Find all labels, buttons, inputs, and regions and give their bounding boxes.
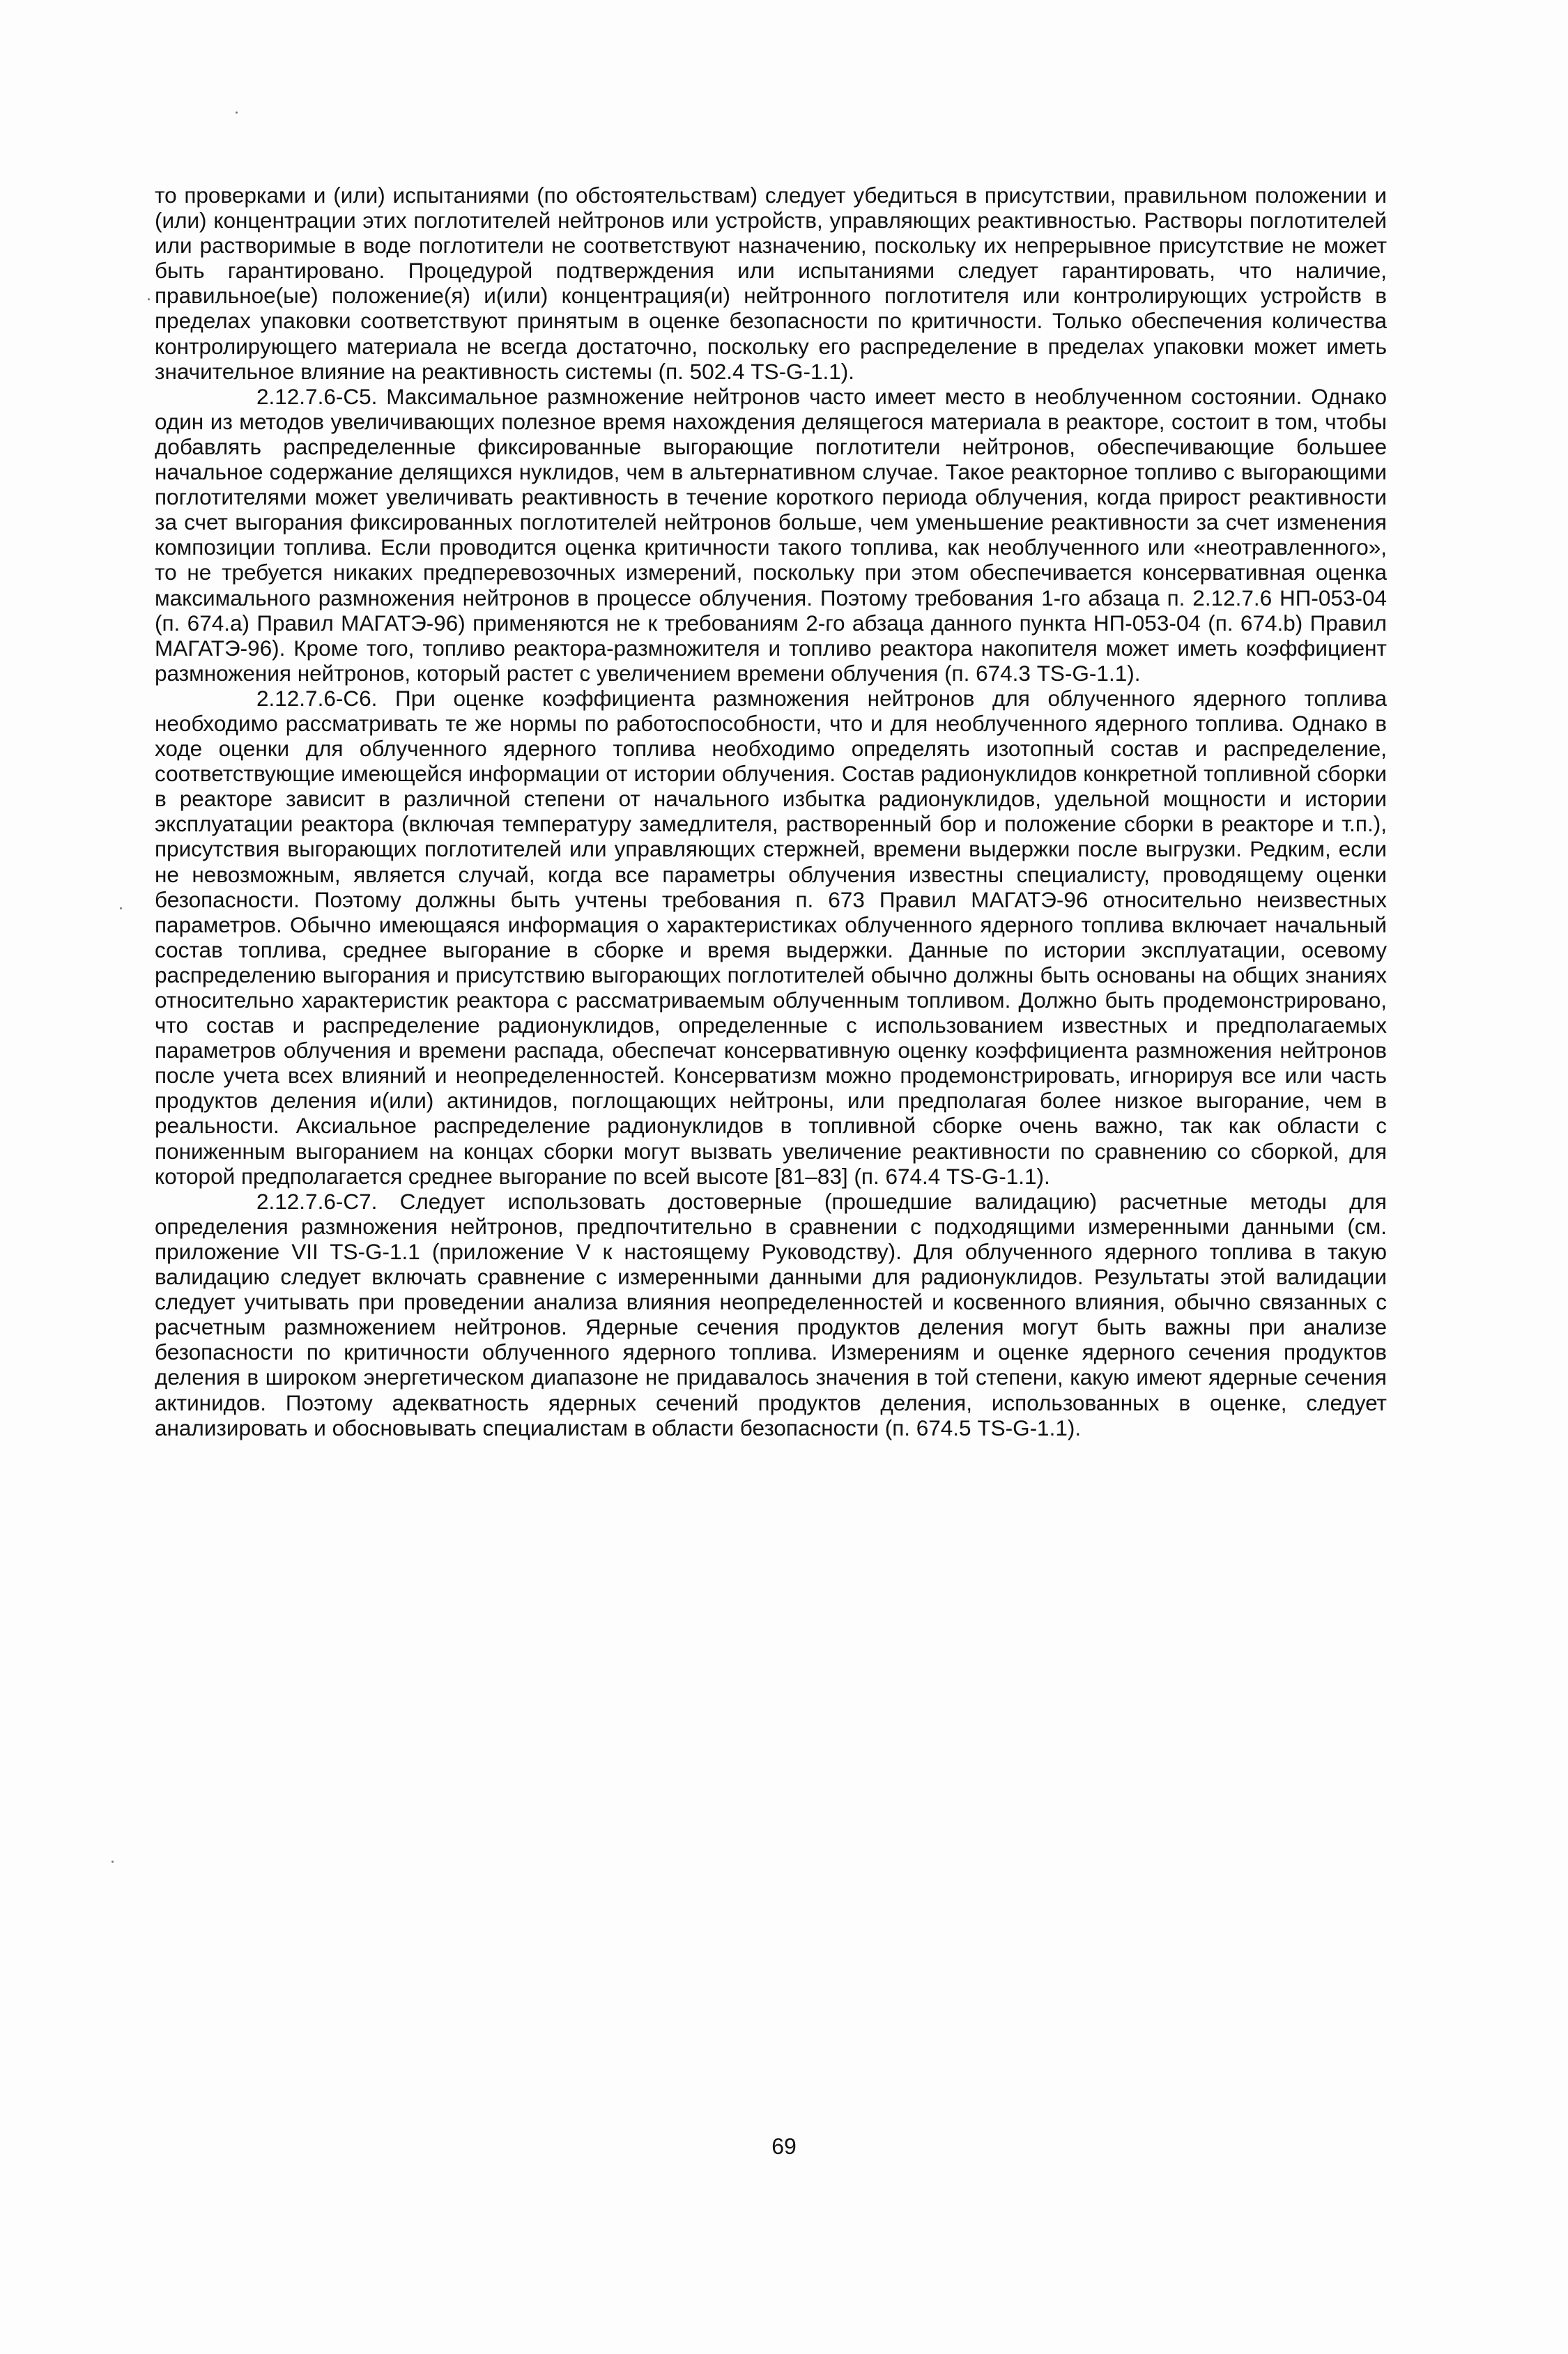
scan-speck	[112, 1861, 114, 1863]
page-number: 69	[771, 2134, 797, 2159]
paragraph-c7: 2.12.7.6-С7. Следует использовать достоверные (прошедшие валидацию) расчетные методы для определения размножения нейтронов, предпочтительно в сравнении с подходящими измеренными данными (см. приложение VII TS-G-1.1 (приложение V к настоящему Руководству). Для облученного ядерного топлива в такую валидацию следует включать сравнение с измеренными данными для радионуклидов. Результаты этой валидации следует учитывать при проведении анализа влияния неопределенностей и косвенного влияния, обычно связанных с расчетным размножением нейтронов. Ядерные сечения продуктов деления могут быть важны при анализе безопасности по критичности облученного ядерного топлива. Измерениям и оценке ядерного сечения продуктов деления в широком энергетическом диапазоне не придавалось значения в той степени, какую имеют ядерные сечения актинидов. Поэтому адекватность ядерных сечений продуктов деления, использованных в оценке, следует анализировать и обосновывать специалистам в области безопасности (п. 674.5 TS-G-1.1).	[155, 1188, 1387, 1440]
scan-speck	[120, 907, 122, 909]
paragraph-c5: 2.12.7.6-С5. Максимальное размножение нейтронов часто имеет место в необлученном состоянии. Однако один из методов увеличивающих полезное время нахождения делящегося материала в реакторе, состоит в том, чтобы добавлять распределенные фиксированные выгорающие поглотители нейтронов, обеспечивающие большее начальное содержание делящихся нуклидов, чем в альтернативном случае. Такое реакторное топливо с выгорающими поглотителями может увеличивать реактивность в течение короткого периода облучения, когда прирост реактивности за счет выгорания фиксированных поглотителей нейтронов больше, чем уменьшение реактивности за счет изменения композиции топлива. Если проводится оценка критичности такого топлива, как необлученного или «неотравленного», то не требуется никаких предперевозочных измерений, поскольку при этом обеспечивается консервативная оценка максимального размножения нейтронов в процессе облучения. Поэтому требования 1-го абзаца п. 2.12.7.6 НП-053-04 (п. 674.a) Правил МАГАТЭ-96) применяются не к требованиям 2-го абзаца данного пункта НП-053-04 (п. 674.b) Правил МАГАТЭ-96). Кроме того, топливо реактора-размножителя и топливо реактора накопителя может иметь коэффициент размножения нейтронов, который растет с увеличением времени облучения (п. 674.3 TS-G-1.1).	[155, 383, 1387, 686]
body-text	[155, 183, 1387, 1440]
paragraph-c6: 2.12.7.6-С6. При оценке коэффициента размножения нейтронов для облученного ядерного топлива необходимо рассматривать те же нормы по работоспособности, что и для необлученного ядерного топлива. Однако в ходе оценки для облученного ядерного топлива необходимо определять изотопный состав и распределение, соответствующие имеющейся информации от истории облучения. Состав радионуклидов конкретной топливной сборки в реакторе зависит в различной степени от начального избытка радионуклидов, удельной мощности и истории эксплуатации реактора (включая температуру замедлителя, растворенный бор и положение сборки в реакторе и т.п.), присутствия выгорающих поглотителей или управляющих стержней, времени выдержки после выгрузки. Редким, если не невозможным, является случай, когда все параметры облучения известны специалисту, проводящему оценки безопасности. Поэтому должны быть учтены требования п. 673 Правил МАГАТЭ-96 относительно неизвестных параметров. Обычно имеющаяся информация о характеристиках облученного ядерного топлива включает начальный состав топлива, среднее выгорание в сборке и время выдержки. Данные по истории эксплуатации, осевому распределению выгорания и присутствию выгорающих поглотителей обычно должны быть основаны на общих знаниях относительно характеристик реактора с рассматриваемым облученным топливом. Должно быть продемонстрировано, что состав и распределение радионуклидов, определенные с использованием известных и предполагаемых параметров облучения и времени распада, обеспечат консервативную оценку коэффициента размножения нейтронов после учета всех влияний и неопределенностей. Консерватизм можно продемонстрировать, игнорируя все или часть продуктов деления и(или) актинидов, поглощающих нейтроны, или предполагая более низкое выгорание, чем в реальности. Аксиальное распределение радионуклидов в топливной сборке очень важно, так как области с пониженным выгоранием на концах сборки могут вызвать увеличение реактивности по сравнению со сборкой, для которой предполагается среднее выгорание по всей высоте [81–83] (п. 674.4 TS-G-1.1).	[155, 685, 1387, 1189]
scan-speck	[236, 111, 238, 114]
scan-speck	[148, 298, 150, 300]
paragraph-continuation: то проверками и (или) испытаниями (по обстоятельствам) следует убедиться в присутствии, правильном положении и (или) концентрации этих поглотителей нейтронов или устройств, управляющих реактивностью. Растворы поглотителей или растворимые в воде поглотители не соответствуют назначению, поскольку их непрерывное присутствие не может быть гарантировано. Процедурой подтверждения или испытаниями следует гарантировать, что наличие, правильное(ые) положение(я) и(или) концентрация(и) нейтронного поглотителя или контролирующих устройств в пределах упаковки соответствуют принятым в оценке безопасности по критичности. Только обеспечения количества контролирующего материала не всегда достаточно, поскольку его распределение в пределах упаковки может иметь значительное влияние на реактивность системы (п. 502.4 TS-G-1.1).	[155, 183, 1387, 384]
